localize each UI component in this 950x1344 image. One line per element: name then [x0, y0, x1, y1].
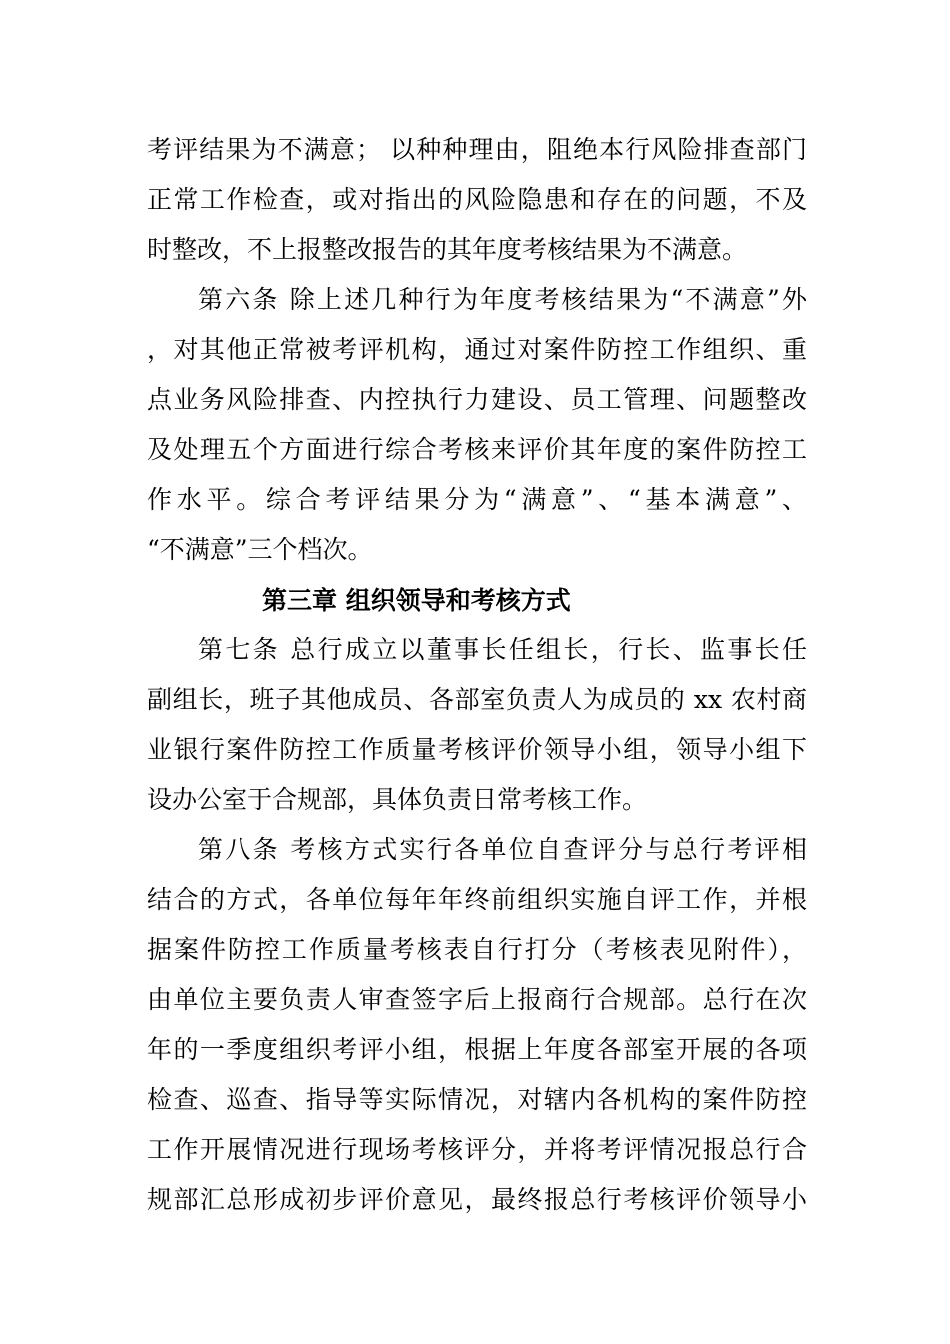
article-6-line: 及处理五个方面进行综合考核来评价其年度的案件防控工: [147, 435, 807, 464]
paragraph-line: 考评结果为不满意； 以种种理由，阻绝本行风险排查部门: [147, 135, 807, 164]
article-8-line: 检查、巡查、指导等实际情况，对辖内各机构的案件防控: [147, 1085, 807, 1114]
article-6-line: 作水平。综合考评结果分为“满意”、“基本满意”、: [147, 485, 807, 514]
article-6-line: ，对其他正常被考评机构，通过对案件防控工作组织、重: [147, 335, 807, 364]
article-8-line: 第八条 考核方式实行各单位自查评分与总行考评相: [198, 835, 807, 864]
article-7-line: 业银行案件防控工作质量考核评价领导小组，领导小组下: [147, 735, 807, 764]
chapter-title: 第三章 组织领导和考核方式: [262, 586, 571, 615]
article-8-line: 工作开展情况进行现场考核评分，并将考评情况报总行合: [147, 1135, 807, 1164]
article-8-line: 据案件防控工作质量考核表自行打分（考核表见附件），: [147, 935, 807, 964]
article-8-line: 年的一季度组织考评小组，根据上年度各部室开展的各项: [147, 1035, 807, 1064]
article-8-line: 结合的方式，各单位每年年终前组织实施自评工作，并根: [147, 885, 807, 914]
article-6-line: 点业务风险排查、内控执行力建设、员工管理、问题整改: [147, 385, 807, 414]
article-8-line: 由单位主要负责人审查签字后上报商行合规部。总行在次: [147, 985, 807, 1014]
article-6-line: 第六条 除上述几种行为年度考核结果为“不满意”外: [198, 285, 807, 314]
article-8-line: 规部汇总形成初步评价意见，最终报总行考核评价领导小: [147, 1185, 807, 1214]
article-6-line: “不满意”三个档次。: [147, 535, 373, 564]
paragraph-line: 时整改，不上报整改报告的其年度考核结果为不满意。: [147, 235, 748, 264]
paragraph-line: 正常工作检查，或对指出的风险隐患和存在的问题，不及: [147, 185, 807, 214]
article-7-line: 设办公室于合规部，具体负责日常考核工作。: [147, 785, 648, 814]
article-7-line: 副组长，班子其他成员、各部室负责人为成员的 xx 农村商: [147, 685, 807, 714]
article-7-line: 第七条 总行成立以董事长任组长，行长、监事长任: [198, 635, 807, 664]
